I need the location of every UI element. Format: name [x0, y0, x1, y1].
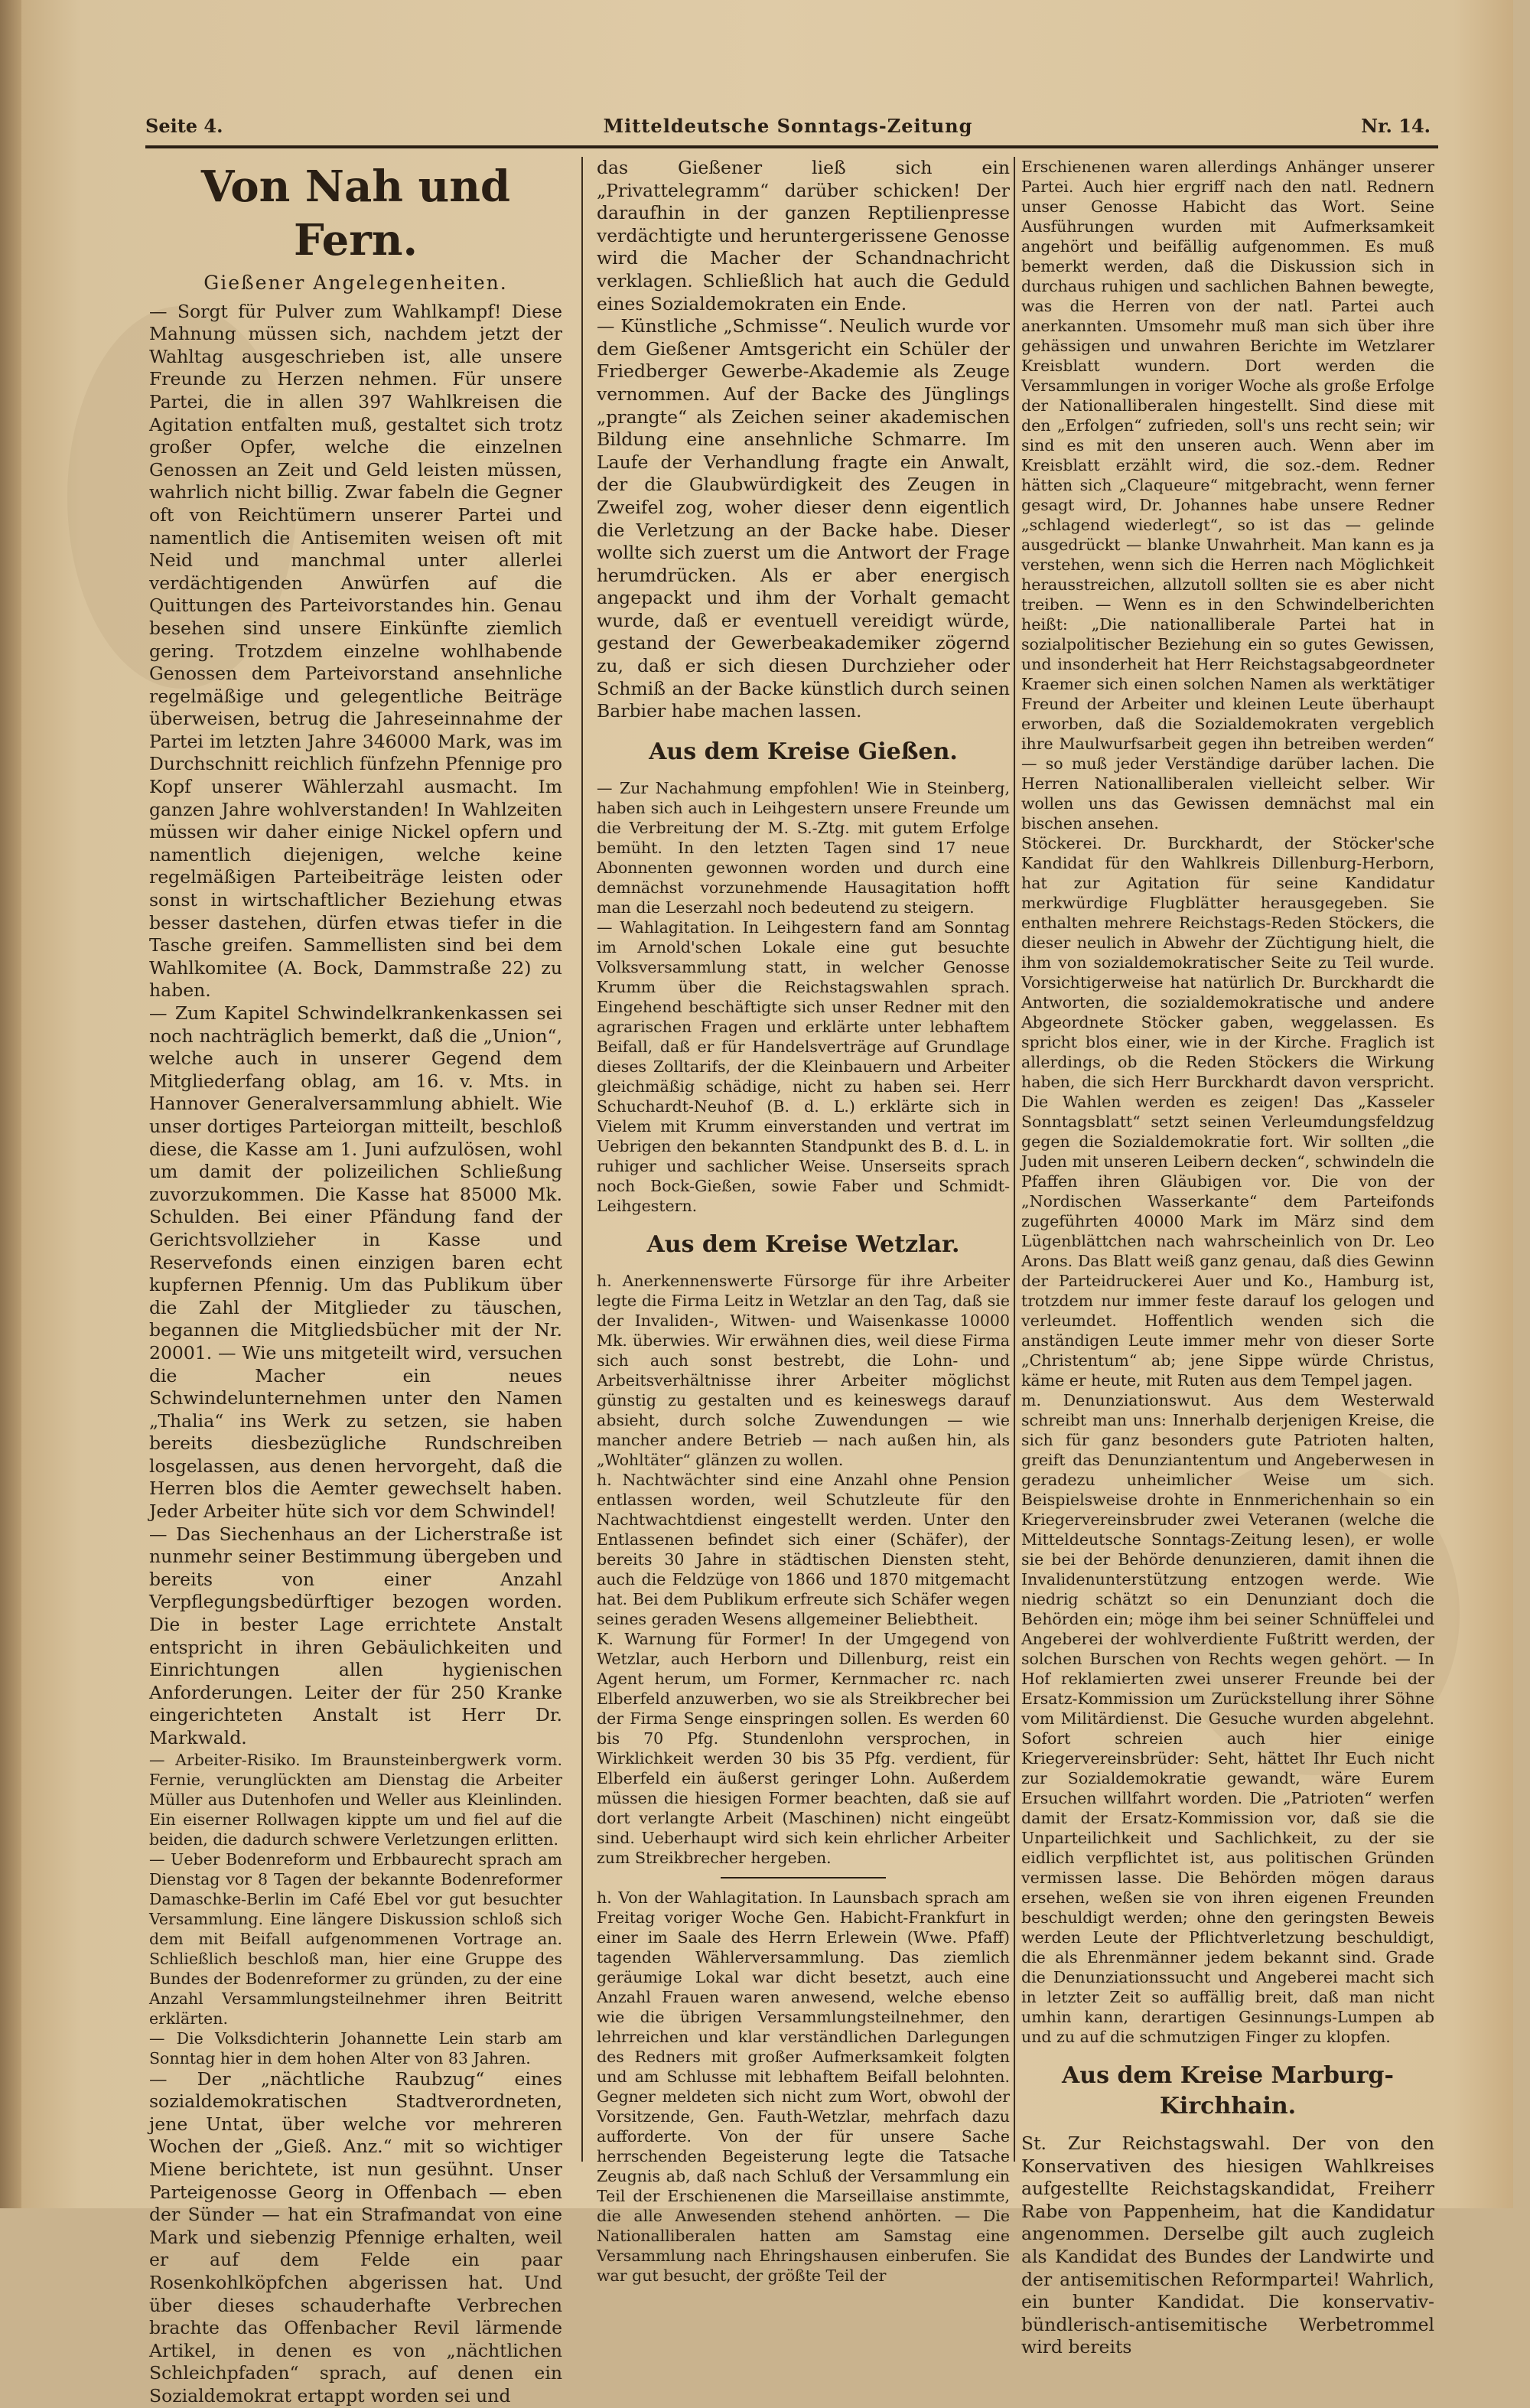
issue-number: Nr. 14.: [1361, 115, 1431, 137]
section-divider: [721, 1877, 886, 1879]
column-divider: [581, 157, 583, 2162]
column-3: [1021, 157, 1434, 2358]
section-title-marburg: Aus dem Kreise Marburg-Kirchhain.: [1062, 2062, 1394, 2120]
section-title-giessen: Aus dem Kreise Gießen.: [649, 738, 958, 765]
article-paragraph: — Zur Nachahmung empfohlen! Wie in Steinberg, haben sich auch in Leihgestern unsere Freunde um die Verbreitung der M. S.-Ztg. mit gutem Erfolge bemüht. In den letzten Tagen sind 17 neue Abonnenten gewonnen worden und durch eine demnächst vorzunehmende Hausagitation hofft man die Leserzahl noch bedeutend zu steigern.: [597, 778, 1010, 917]
article-paragraph: m. Denunziationswut. Aus dem Westerwald schreibt man uns: Innerhalb derjenigen Kreise, die sich für ganz besonders gute Patrioten halten, greift das Denunziantentum und Angeberwesen in geradezu unheimlicher Weise um sich. Beispielsweise drohte in Ennmerichenhain so ein Kriegervereinsbruder zwei Veteranen (welche die Mitteldeutsche Sonntags-Zeitung lesen), er wolle sie bei der Behörde denunzieren, damit ihnen die Invalidenunterstützung entzogen werde. Wie niedrig schätzt so ein Denunziant doch die Behörden ein; möge ihm bei seiner Schnüffelei und Angeberei der wohlverdiente Fußtritt werden, der solchen Burschen von Rechts wegen gehört. — In Hof reklamierten zwei unserer Freunde bei der Ersatz-Kommission um Zurückstellung ihrer Söhne vom Militärdienst. Die Gesuche wurden abgelehnt. Sofort schreien auch hier einige Kriegervereinsbrüder: Seht, hättet Ihr Euch nicht zur Sozialdemokratie gewandt, wäre Eurem Ersuchen willfahrt worden. Die „Patrioten“ werfen damit der Ersatz-Kommission vor, daß sie die Unparteilichkeit und Sachlichkeit, zu der sie eidlich verpflichtet ist, aus politischen Gründen vermissen lasse. Die Behörden mögen daraus ersehen, weßen sie von ihren eigenen Freunden beschuldigt werden; ohne den geringsten Beweis werden Leute der Pflichtverletzung beschuldigt, die als Ehrenmänner jedem bekannt sind. Grade die Denunziationssucht und Angeberei macht sich in letzter Zeit so auffällig breit, daß man nicht umhin kann, derartigen Gesinnungs-Lumpen ab und zu auf die schmutzigen Finger zu klopfen.: [1021, 1391, 1434, 2046]
article-paragraph: — Der „nächtliche Raubzug“ eines sozialdemokratischen Stadtverordneten, jene Untat, über welche vor mehreren Wochen der „Gieß. Anz.“ mit so wichtiger Miene berichtete, ist nun gesühnt. Unser Parteigenosse Georg in Offenbach — eben der Sünder — hat ein Strafmandat von eine Mark und siebenzig Pfennige erhalten, weil er auf dem Felde ein paar Rosenkohlköpfchen abgerissen hat. Und über dieses schauderhafte Verbrechen brachte das Offenbacher Revil lärmende Artikel, in denen es von „nächtlichen Schleichpfaden“ sprach, auf denen ein Sozialdemokrat ertappt worden sei und: [149, 2067, 562, 2406]
page-label: Seite 4.: [145, 115, 223, 137]
article-paragraph: — Künstliche „Schmisse“. Neulich wurde vor dem Gießener Amtsgericht ein Schüler der Friedberger Gewerbe-Akademie als Zeuge vernommen. Auf der Backe des Jünglings „prangte“ als Zeichen seiner akademischen Bildung eine ansehnliche Schmarre. Im Laufe der Verhandlung fragte ein Anwalt, der die Glaubwürdigkeit des Zeugen in Zweifel zog, woher dieser denn eigentlich die Verletzung an der Backe habe. Dieser wollte sich zuerst um die Antwort der Frage herumdrücken. Als er aber energisch angepackt und ihm der Vorhalt gemacht wurde, daß er eventuell vereidigt würde, gestand der Gewerbeakademiker zögernd zu, daß er sich diesen Durchzieher oder Schmiß an der Backe künstlich durch seinen Barbier habe machen lassen.: [597, 315, 1010, 722]
book-binding: [0, 0, 21, 2208]
article-paragraph: h. Anerkennenswerte Fürsorge für ihre Arbeiter legte die Firma Leitz in Wetzlar an den Tag, daß sie der Invaliden-, Witwen- und Waisenkasse 10000 Mk. überwies. Wir erwähnen dies, weil diese Firma sich auch sonst bestrebt, die Lohn- und Arbeitsverhältnisse ihrer Arbeiter möglichst günstig zu gestalten und es keineswegs darauf absieht, durch solche Zuwendungen — wie mancher andere Betrieb — nach außen hin, als „Wohltäter“ glänzen zu wollen.: [597, 1271, 1010, 1469]
article-paragraph: h. Von der Wahlagitation. In Launsbach sprach am Freitag voriger Woche Gen. Habicht-Frankfurt in einer im Saale des Herrn Erlewein (Wwe. Pfaff) tagenden Wählerversammlung. Das ziemlich geräumige Lokal war dicht besetzt, auch eine Anzahl Frauen waren anwesend, welche ebenso wie die übrigen Versammlungsteilnehmer, den lehrreichen und klar verständlichen Darlegungen des Redners mit großer Aufmerksamkeit folgten und am Schlusse mit lebhaftem Beifall belohnten. Gegner meldeten sich nicht zum Wort, obwohl der Vorsitzende, Gen. Fauth-Wetzlar, mehrfach dazu aufforderte. Von der für unsere Sache herrschenden Begeisterung legte die Tatsache Zeugnis ab, daß nach Schluß der Versammlung ein Teil der Erschienenen die Marseillaise anstimmte, die alle Anwesenden stehend anhörten. — Die Nationalliberalen hatten am Samstag eine Versammlung nach Ehringshausen einberufen. Sie war gut besucht, der größte Teil der: [597, 1888, 1010, 2285]
column-2: [597, 157, 1010, 2285]
article-paragraph: — Die Volksdichterin Johannette Lein starb am Sonntag hier in dem hohen Alter von 83 Jahren.: [149, 2028, 562, 2067]
article-paragraph: Stöckerei. Dr. Burckhardt, der Stöcker'sche Kandidat für den Wahlkreis Dillenburg-Herborn, hat zur Agitation für seine Kandidatur merkwürdige Flugblätter herausgegeben. Sie enthalten mehrere Reichstags-Reden Stöckers, die dieser neulich in Abwehr der Züchtigung hielt, die ihm von sozialdemokratischer Seite zu Teil wurde. Vorsichtigerweise hat natürlich Dr. Burckhardt die Antworten, die sozialdemokratische und andere Abgeordnete Stöcker gaben, weggelassen. Es spricht blos einer, wie in der Kirche. Fraglich ist allerdings, ob die Reden Stöckers die Wirkung haben, die sich Herr Burckhardt davon verspricht. Die Wahlen werden es zeigen! Das „Kasseler Sonntagsblatt“ setzt seinen Verleumdungsfeldzug gegen die Sozialdemokratie fort. Wir sollten „die Juden mit unseren Leibern decken“, schwindeln die Pfaffen ihren Gläubigen vor. Die von der „Nordischen Wasserkante“ dem Parteifonds zugeführten 40000 Mark im März sind dem Lügenblättchen nach wahrscheinlich von Dr. Leo Arons. Das Blatt weiß ganz genau, daß dies Gewinn der Parteidruckerei Auer und Ko., Hamburg ist, trotzdem nur immer feste darauf los gelogen und verleumdet. Hoffentlich wenden sich die anständigen Leute immer mehr von dieser Sorte „Christentum“ ab; jene Sippe würde Christus, käme er heute, mit Ruten aus dem Tempel jagen.: [1021, 834, 1434, 1390]
section-title-wetzlar: Aus dem Kreise Wetzlar.: [646, 1230, 960, 1258]
article-paragraph: — Arbeiter-Risiko. Im Braunsteinbergwerk vorm. Fernie, verunglückten am Dienstag die Arbeiter Müller aus Dutenhofen und Weller aus Kleinlinden. Ein eiserner Rollwagen kippte um und fiel auf die beiden, die dadurch schwere Verletzungen erlitten.: [149, 1750, 562, 1849]
article-paragraph: h. Nachtwächter sind eine Anzahl ohne Pension entlassen worden, weil Schutzleute für den Nachtwachtdienst eingestellt werden. Unter den Entlassenen befindet sich einer (Schäfer), der bereits 30 Jahre in städtischen Diensten steht, auch die Feldzüge von 1866 und 1870 mitgemacht hat. Bei dem Publikum erfreute sich Schäfer wegen seines geraden Wesens allgemeiner Beliebtheit.: [597, 1470, 1010, 1628]
page-header: [145, 115, 1431, 145]
column-1: [149, 157, 562, 2406]
column-divider: [1014, 157, 1015, 2162]
article-paragraph: — Wahlagitation. In Leihgestern fand am Sonntag im Arnold'schen Lokale eine gut besuchte Volksversammlung statt, in welcher Genosse Krumm über die Reichstagswahlen sprach. Eingehend beschäftigte sich unser Redner mit den agrarischen Fragen und erklärte unter lebhaftem Beifall, daß er für Handelsverträge auf Grundlage dieses Zolltarifs, der die Kleinbauern und Arbeiter gleichmäßig schädige, nicht zu haben sei. Herr Schuchardt-Neuhof (B. d. L.) erklärte sich in Vielem mit Krumm einverstanden und vertrat im Uebrigen den bekannten Standpunkt des B. d. L. in ruhiger und sachlicher Weise. Unserseits sprach noch Bock-Gießen, sowie Faber und Schmidt-Leihgestern.: [597, 917, 1010, 1215]
article-paragraph: — Das Siechenhaus an der Licherstraße ist nunmehr seiner Bestimmung übergeben und bereits von einer Anzahl Verpflegungsbedürftiger bezogen worden. Die in bester Lage errichtete Anstalt entspricht in ihren Gebäulichkeiten und Einrichtungen allen hygienischen Anforderungen. Leiter der für 250 Kranke eingerichteten Anstalt ist Herr Dr. Markwald.: [149, 1523, 562, 1748]
article-title: Von Nah und Fern.: [200, 161, 511, 266]
article-paragraph: — Sorgt für Pulver zum Wahlkampf! Diese Mahnung müssen sich, nachdem jetzt der Wahltag ausgeschrieben ist, alle unsere Freunde zu Herzen nehmen. Für unsere Partei, die in allen 397 Wahlkreisen die Agitation entfalten muß, gestaltet sich trotz großer Opfer, welche die einzelnen Genossen an Zeit und Geld leisten müssen, wahrlich nicht billig. Zwar fabeln die Gegner oft von Reichtümern unserer Partei und namentlich die Antisemiten weisen oft mit Neid und manchmal unter allerlei verdächtigenden Anwürfen auf die Quittungen des Parteivorstandes hin. Genau besehen sind unsere Einkünfte ziemlich gering. Trotzdem einzelne wohlhabende Genossen dem Parteivorstand ansehnliche regelmäßige und gelegentliche Beiträge überweisen, betrug die Jahreseinnahme der Partei im letzten Jahre 346000 Mark, was im Durchschnitt reichlich fünfzehn Pfennige pro Kopf unserer Wählerzahl ausmacht. Im ganzen Jahre wohlverstanden! In Wahlzeiten müssen wir daher einige Nickel opfern und namentlich diejenigen, welche keine regelmäßigen Parteibeiträge leisten oder sonst in wirtschaftlicher Beziehung etwas besser dastehen, dürfen etwas tiefer in die Tasche greifen. Sammellisten sind bei dem Wahlkomitee (A. Bock, Dammstraße 22) zu haben.: [149, 300, 562, 1002]
article-paragraph: — Ueber Bodenreform und Erbbaurecht sprach am Dienstag vor 8 Tagen der bekannte Bodenreformer Damaschke-Berlin im Café Ebel vor gut besuchter Versammlung. Eine längere Diskussion schloß sich dem mit Beifall aufgenommenen Vortrage an. Schließlich beschloß man, hier eine Gruppe des Bundes der Bodenreformer zu gründen, zu der eine Anzahl Versammlungsteilnehmer ihren Beitritt erklärten.: [149, 1849, 562, 2028]
article-paragraph: — Zum Kapitel Schwindelkrankenkassen sei noch nachträglich bemerkt, daß die „Union“, welche auch in unserer Gegend dem Mitgliederfang oblag, am 16. v. Mts. in Hannover Generalversammlung abhielt. Wie unser dortiges Parteiorgan mitteilt, beschloß diese, die Kasse am 1. Juni aufzulösen, wohl um damit der polizeilichen Schließung zuvorzukommen. Die Kasse hat 85000 Mk. Schulden. Bei einer Pfändung fand der Gerichtsvollzieher in Kasse und Reservefonds einen einzigen baren echt kupfernen Pfennig. Um das Publikum über die Zahl der Mitglieder zu täuschen, begannen die Mitgliedsbücher mit der Nr. 20001. — Wie uns mitgeteilt wird, versuchen die Macher ein neues Schwindelunternehmen unter den Namen „Thalia“ ins Werk zu setzen, sie haben bereits diesbezügliche Rundschreiben losgelassen, aus denen hervorgeht, daß die Herren blos die Aemter gewechselt haben. Jeder Arbeiter hüte sich vor dem Schwindel!: [149, 1002, 562, 1523]
header-rule: [145, 145, 1438, 148]
article-subhead: Gießener Angelegenheiten.: [203, 272, 508, 294]
article-paragraph: das Gießener ließ sich ein „Privattelegramm“ darüber schicken! Der daraufhin in der ganzen Reptilienpresse verdächtigte und heruntergerissene Genosse wird die Macher der Schandnachricht verklagen. Schließlich hat auch die Geduld eines Sozialdemokraten ein Ende.: [597, 157, 1010, 314]
newspaper-name: Mitteldeutsche Sonntags-Zeitung: [603, 115, 973, 137]
article-paragraph: St. Zur Reichstagswahl. Der von den Konservativen des hiesigen Wahlkreises aufgestellte Reichstagskandidat, Freiherr Rabe von Pappenheim, hat die Kandidatur angenommen. Derselbe gilt auch zugleich als Kandidat des Bundes der Landwirte und der antisemitischen Reformpartei! Wahrlich, ein bunter Kandidat. Die konservativ-bündlerisch-antisemitische Werbetrommel wird bereits: [1021, 2133, 1434, 2358]
article-paragraph: Erschienenen waren allerdings Anhänger unserer Partei. Auch hier ergriff nach den natl. Rednern unser Genosse Habicht das Wort. Seine Ausführungen wurden mit Aufmerksamkeit angehört und beifällig aufgenommen. Es muß bemerkt werden, daß die Diskussion sich in durchaus ruhigen und sachlichen Bahnen bewegte, was die Herren von der natl. Partei auch anerkannten. Umsomehr muß man sich über ihre gehässigen und unwahren Berichte im Wetzlarer Kreisblatt wundern. Dort werden die Versammlungen in voriger Woche als große Erfolge der Nationalliberalen hingestellt. Sind diese mit den „Erfolgen“ zufrieden, soll's uns recht sein; wir sind es mit den unseren auch. Wenn aber im Kreisblatt erzählt wird, die soz.-dem. Redner hätten sich „Claqueure“ mitgebracht, wenn ferner gesagt wird, Dr. Johannes habe unsere Redner „schlagend wiederlegt“, so ist das — gelinde ausgedrückt — blanke Unwahrheit. Man kann es ja verstehen, wenn sich die Herren nach Möglichkeit herausstreichen, allzutoll sollten sie es aber nicht treiben. — Wenn es in den Schwindelberichten heißt: „Die nationalliberale Partei hat in sozialpolitischer Beziehung ein so gutes Gewissen, und insonderheit hat Herr Reichstagsabgeordneter Kraemer sich einen solchen Namen als werktätiger Freund der Arbeiter und kleinen Leute überhaupt erworben, daß die Sozialdemokraten vergeblich ihre Maulwurfsarbeit gegen ihn betreiben werden“ — so muß jeder Verständige darüber lachen. Die Herren Nationalliberalen vielleicht selber. Wir wollen uns das Gewissen demnächst mal ein bischen ansehen.: [1021, 158, 1434, 833]
article-paragraph: K. Warnung für Former! In der Umgegend von Wetzlar, auch Herborn und Dillenburg, reist ein Agent herum, um Former, Kernmacher rc. nach Elberfeld anzuwerben, wo sie als Streikbrecher bei der Firma Senge einspringen sollen. Es werden 60 bis 70 Pfg. Stundenlohn versprochen, in Wirklichkeit werden 30 bis 35 Pfg. verdient, für Elberfeld ein äußerst geringer Lohn. Außerdem müssen die hiesigen Former beachten, daß sie auf dort verlangte Arbeit (Maschinen) nicht eingeübt sind. Ueberhaupt wird sich kein ehrlicher Arbeiter zum Streikbrecher hergeben.: [597, 1629, 1010, 1867]
